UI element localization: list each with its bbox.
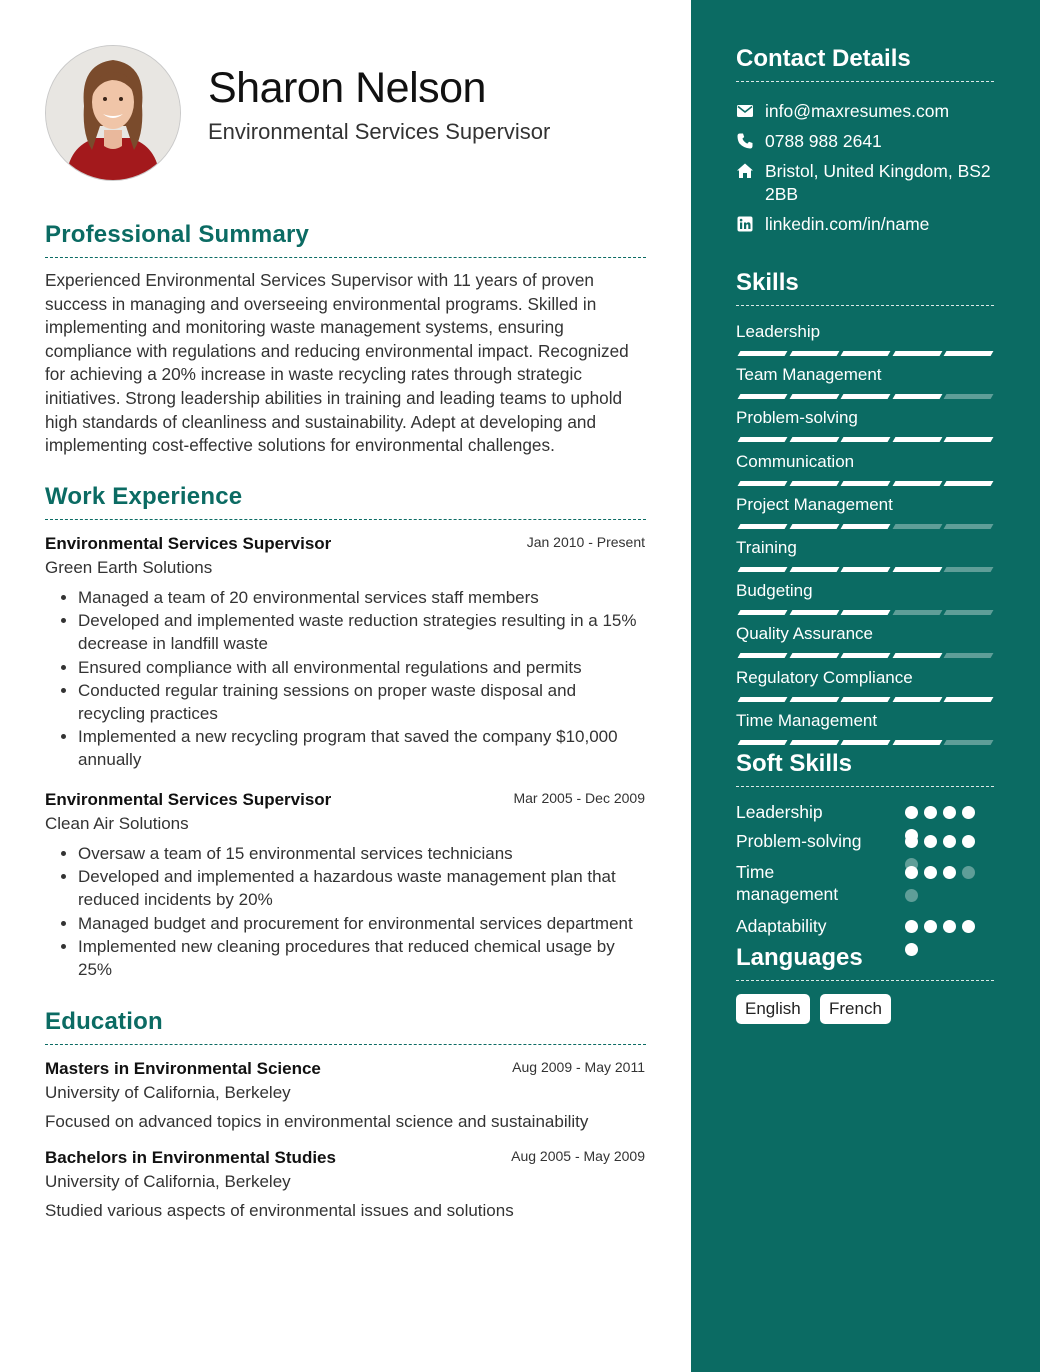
skill-bar-filled bbox=[892, 481, 942, 486]
skill-bar-filled bbox=[789, 567, 839, 572]
summary-text: Experienced Environmental Services Supervisor with 11 years of proven success in managing and overseeing environmental programs. Skilled in implementing and monitoring waste management systems, ensuring compliance with regulations and reducing environmental impact. Recognized for achieving a 20% increase in waste recycling rates through strategic initiatives. Strong leadership abilities in training and leading teams to uphold high standards of cleanliness and sustainability. Adept at developing and implementing cost-effective solutions for environmental challenges. bbox=[45, 270, 629, 456]
skill-label: Team Management bbox=[736, 365, 882, 385]
job-role: Environmental Services Supervisor bbox=[45, 790, 332, 809]
soft-skills-heading: Soft Skills bbox=[736, 750, 853, 777]
address-text: Bristol, United Kingdom, BS2 2BB bbox=[765, 161, 991, 204]
rating-dot-filled bbox=[943, 835, 956, 848]
skill-bar-filled bbox=[841, 394, 891, 399]
skill-bar-empty bbox=[944, 610, 994, 615]
skill-bar-empty bbox=[944, 653, 994, 658]
skill-item bbox=[736, 495, 994, 538]
rating-dot-filled bbox=[905, 866, 918, 879]
skill-bar-filled bbox=[738, 567, 788, 572]
skill-bar-filled bbox=[738, 740, 788, 745]
job-bullet: • Managed budget and procurement for environmental services department bbox=[78, 912, 645, 935]
rating-dot-filled bbox=[924, 920, 937, 933]
soft-skill-label: Adaptability bbox=[736, 916, 827, 936]
rating-dot-empty bbox=[905, 889, 918, 902]
rating-dot-filled bbox=[924, 835, 937, 848]
skill-bar-filled bbox=[892, 653, 942, 658]
skill-label: Leadership bbox=[736, 322, 821, 341]
candidate-name: Sharon Nelson bbox=[208, 64, 486, 112]
skill-bar-filled bbox=[892, 394, 942, 399]
skill-bar-filled bbox=[841, 524, 891, 529]
skill-item bbox=[736, 538, 994, 581]
job-bullet: • Developed and implemented waste reduction strategies resulting in a 15% decrease in landfill waste bbox=[78, 609, 645, 655]
rating-dot-filled bbox=[962, 835, 975, 848]
skill-item bbox=[736, 322, 994, 365]
degree: Masters in Environmental Science bbox=[45, 1059, 321, 1078]
skill-item bbox=[736, 581, 994, 624]
skill-item bbox=[736, 624, 994, 667]
job-bullet: • Ensured compliance with all environmental regulations and permits bbox=[78, 656, 645, 679]
email-text: info@maxresumes.com bbox=[765, 101, 950, 121]
degree: Bachelors in Environmental Studies bbox=[45, 1148, 336, 1167]
skill-bar-filled bbox=[738, 351, 788, 356]
skill-bar-filled bbox=[738, 610, 788, 615]
job-entry bbox=[45, 790, 645, 981]
skill-bar-filled bbox=[841, 653, 891, 658]
soft-skill-item bbox=[736, 915, 994, 937]
avatar bbox=[45, 45, 181, 181]
summary-heading: Professional Summary bbox=[45, 221, 310, 248]
sidebar bbox=[691, 0, 1040, 1372]
skill-bar-filled bbox=[738, 697, 788, 702]
contact-header bbox=[736, 45, 994, 82]
skill-bar-filled bbox=[841, 437, 891, 442]
experience-header bbox=[45, 483, 646, 520]
soft-skill-item bbox=[736, 801, 994, 823]
soft-skill-label: Leadership bbox=[736, 802, 823, 822]
skill-bar-filled bbox=[738, 481, 788, 486]
skill-bar-empty bbox=[944, 524, 994, 529]
education-header bbox=[45, 1008, 646, 1045]
skill-label: Quality Assurance bbox=[736, 624, 874, 644]
skill-item bbox=[736, 711, 994, 754]
rating-dot-filled bbox=[905, 835, 918, 848]
skill-bar-filled bbox=[892, 567, 942, 572]
summary-header bbox=[45, 221, 646, 258]
language-tag: French bbox=[820, 994, 891, 1024]
envelope-icon bbox=[736, 102, 754, 120]
soft-skill-label: Time management bbox=[736, 862, 839, 904]
education-entry bbox=[45, 1059, 645, 1132]
skill-bar-filled bbox=[841, 697, 891, 702]
skill-bar-filled bbox=[738, 653, 788, 658]
skill-bar-empty bbox=[944, 394, 994, 399]
skill-label: Time Management bbox=[736, 710, 878, 730]
skill-rating bbox=[736, 481, 994, 487]
job-bullets bbox=[45, 842, 645, 981]
phone-icon bbox=[736, 132, 754, 150]
job-bullets bbox=[45, 586, 645, 772]
skill-bar-empty bbox=[944, 740, 994, 745]
skill-rating bbox=[736, 740, 994, 746]
rating-dot-empty bbox=[962, 866, 975, 879]
languages-header bbox=[736, 944, 994, 981]
job-company: Clean Air Solutions bbox=[45, 814, 189, 833]
skill-bar-filled bbox=[944, 481, 994, 486]
skill-label: Training bbox=[736, 538, 797, 557]
skill-label: Regulatory Compliance bbox=[736, 667, 913, 687]
job-bullet: • Implemented new cleaning procedures that reduced chemical usage by 25% bbox=[78, 935, 645, 981]
education-entry bbox=[45, 1148, 645, 1221]
skill-bar-filled bbox=[789, 351, 839, 356]
job-bullet: • Oversaw a team of 15 environmental services technicians bbox=[78, 842, 645, 865]
skill-item bbox=[736, 452, 994, 495]
home-icon bbox=[736, 162, 754, 180]
skill-item bbox=[736, 365, 994, 408]
job-bullet: • Implemented a new recycling program that saved the company $10,000 annually bbox=[78, 725, 645, 771]
skill-bar-filled bbox=[944, 351, 994, 356]
soft-skill-rating bbox=[905, 864, 995, 904]
skill-bar-filled bbox=[789, 481, 839, 486]
skill-bar-filled bbox=[892, 740, 942, 745]
phone-text: 0788 988 2641 bbox=[765, 131, 882, 151]
avatar-photo bbox=[46, 46, 180, 180]
degree-dates: Aug 2005 - May 2009 bbox=[511, 1148, 645, 1164]
skill-item bbox=[736, 408, 994, 451]
skill-label: Project Management bbox=[736, 494, 893, 514]
job-entry bbox=[45, 534, 645, 772]
skill-bar-empty bbox=[892, 524, 942, 529]
skill-bar-filled bbox=[738, 437, 788, 442]
skill-bar-filled bbox=[841, 481, 891, 486]
rating-dot-filled bbox=[905, 806, 918, 819]
soft-skill-item bbox=[736, 861, 994, 905]
skill-rating bbox=[736, 653, 994, 659]
languages-heading: Languages bbox=[736, 944, 863, 971]
rating-dot-filled bbox=[924, 806, 937, 819]
skill-rating bbox=[736, 610, 994, 616]
skills-heading: Skills bbox=[736, 269, 799, 296]
rating-dot-filled bbox=[924, 866, 937, 879]
skill-rating bbox=[736, 524, 994, 530]
rating-dot-filled bbox=[962, 806, 975, 819]
skill-bar-filled bbox=[789, 653, 839, 658]
skill-bar-filled bbox=[789, 610, 839, 615]
skill-bar-empty bbox=[892, 610, 942, 615]
skills-header bbox=[736, 269, 994, 306]
job-bullet: • Conducted regular training sessions on proper waste disposal and recycling practices bbox=[78, 679, 645, 725]
skill-bar-filled bbox=[738, 524, 788, 529]
skill-bar-filled bbox=[944, 697, 994, 702]
skill-bar-filled bbox=[789, 740, 839, 745]
skill-bar-filled bbox=[738, 394, 788, 399]
degree-description: Focused on advanced topics in environmental science and sustainability bbox=[45, 1112, 589, 1131]
skill-rating bbox=[736, 351, 994, 357]
degree-description: Studied various aspects of environmental issues and solutions bbox=[45, 1201, 514, 1220]
skill-label: Budgeting bbox=[736, 581, 813, 601]
skill-bar-filled bbox=[841, 567, 891, 572]
school: University of California, Berkeley bbox=[45, 1172, 291, 1191]
rating-dot-filled bbox=[943, 866, 956, 879]
linkedin-text: linkedin.com/in/name bbox=[765, 214, 930, 234]
rating-dot-filled bbox=[943, 920, 956, 933]
skill-label: Communication bbox=[736, 451, 855, 471]
skill-bar-filled bbox=[892, 351, 942, 356]
skill-bar-filled bbox=[841, 351, 891, 356]
skill-bar-filled bbox=[789, 394, 839, 399]
skill-bar-filled bbox=[789, 437, 839, 442]
soft-skills-header bbox=[736, 750, 994, 787]
rating-dot-filled bbox=[962, 920, 975, 933]
candidate-title: Environmental Services Supervisor bbox=[208, 119, 551, 144]
skill-bar-empty bbox=[944, 567, 994, 572]
skill-item bbox=[736, 668, 994, 711]
job-dates: Mar 2005 - Dec 2009 bbox=[513, 790, 645, 806]
skill-rating bbox=[736, 567, 994, 573]
degree-dates: Aug 2009 - May 2011 bbox=[512, 1059, 645, 1075]
skill-rating bbox=[736, 697, 994, 703]
skill-bar-filled bbox=[892, 697, 942, 702]
linkedin-icon bbox=[736, 215, 754, 233]
language-tag: English bbox=[736, 994, 810, 1024]
school: University of California, Berkeley bbox=[45, 1083, 291, 1102]
contact-heading: Contact Details bbox=[736, 45, 911, 72]
soft-skill-item bbox=[736, 830, 994, 852]
job-role: Environmental Services Supervisor bbox=[45, 534, 332, 553]
job-bullet: • Managed a team of 20 environmental services staff members bbox=[78, 586, 645, 609]
rating-dot-filled bbox=[943, 806, 956, 819]
skill-bar-filled bbox=[789, 697, 839, 702]
skill-bar-filled bbox=[841, 740, 891, 745]
rating-dot-filled bbox=[905, 920, 918, 933]
education-heading: Education bbox=[45, 1008, 163, 1035]
skill-bar-filled bbox=[789, 524, 839, 529]
skill-label: Problem-solving bbox=[736, 408, 858, 428]
skill-rating bbox=[736, 437, 994, 443]
job-dates: Jan 2010 - Present bbox=[526, 534, 645, 550]
skill-bar-filled bbox=[841, 610, 891, 615]
skill-bar-filled bbox=[892, 437, 942, 442]
skill-rating bbox=[736, 394, 994, 400]
soft-skill-label: Problem-solving bbox=[736, 831, 862, 851]
job-company: Green Earth Solutions bbox=[45, 558, 213, 577]
skill-bar-filled bbox=[944, 437, 994, 442]
experience-heading: Work Experience bbox=[45, 483, 243, 510]
job-bullet: • Developed and implemented a hazardous waste management plan that reduced incidents by 20% bbox=[78, 865, 645, 911]
